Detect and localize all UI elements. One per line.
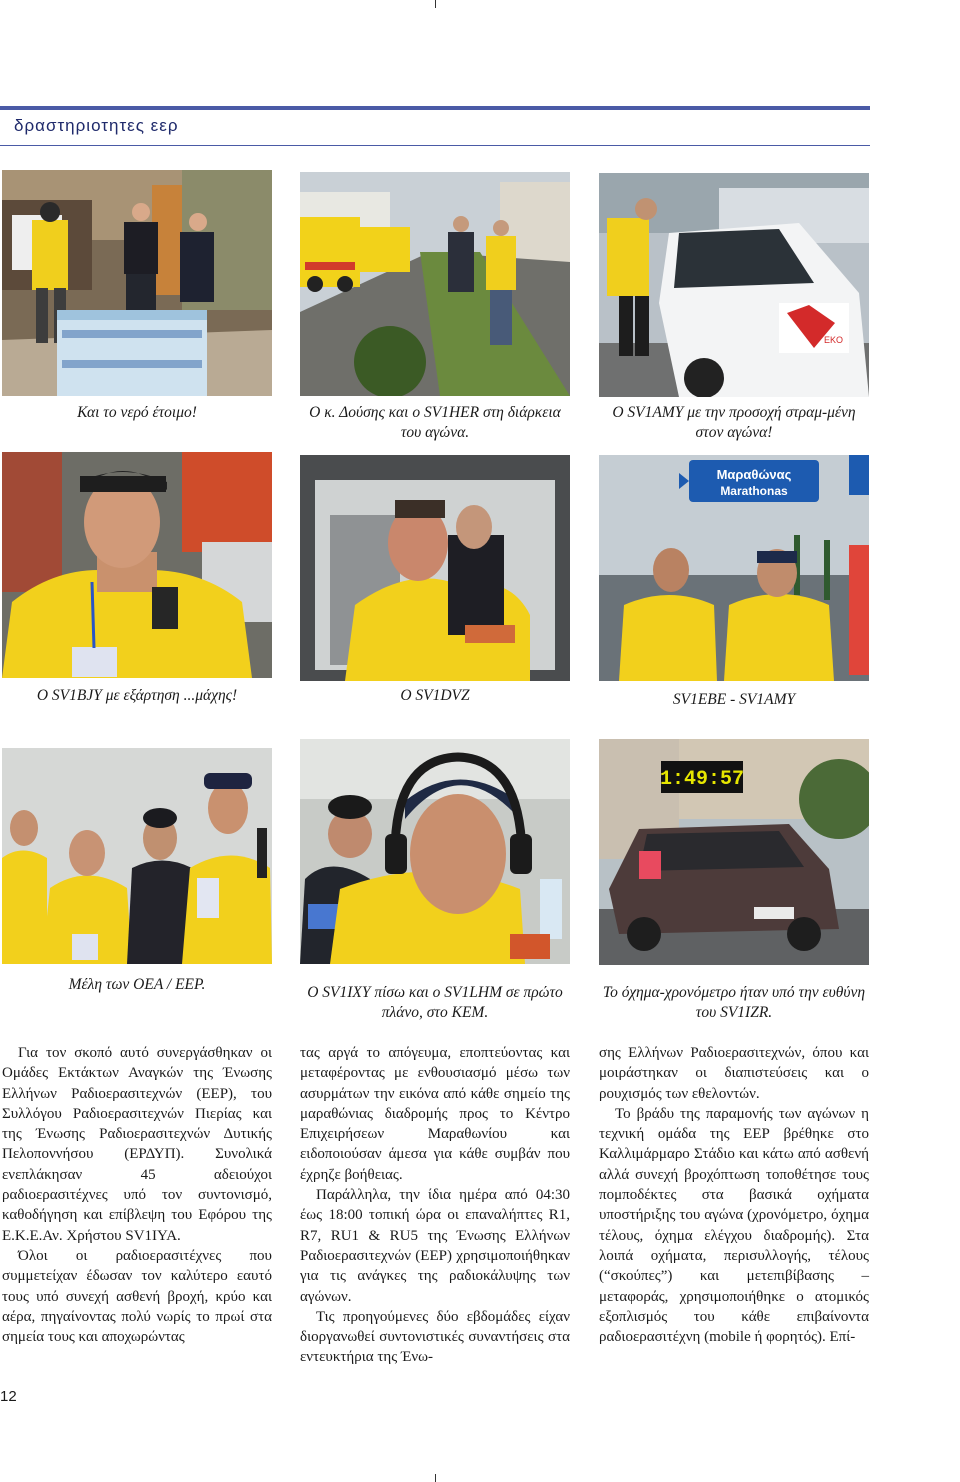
text-column-2 (300, 1043, 570, 1368)
photo-timer-car (599, 739, 869, 965)
photo-caption: Ο SV1DVZ (400, 687, 470, 704)
paragraph: Παράλληλα, την ίδια ημέρα από 04:30 έως 18:00 τοπική ώρα οι επαναλήπτες R1, R7, RU1 & RU5 της Ένωσης Ελλήνων Ραδιοερασιτεχνών (ΕΕΡ) χρησιμοποιήθηκαν για τις ανάγκες της ραδιοκάλυψης των αγώνων. (300, 1187, 570, 1305)
photo-caption: Μέλη των ΟΕΑ / ΕΕΡ. (68, 976, 206, 993)
eko-sign-text: EKO (824, 335, 844, 345)
photo-members (2, 748, 272, 964)
photo-caption: SV1EBE - SV1AMY (672, 691, 796, 708)
text-column-3 (599, 1043, 869, 1347)
marathon-sign-line1: Μαραθώνας (716, 467, 792, 482)
photo-caption: Το όχημα-χρονόμετρο ήταν υπό την ευθύνη του SV1IZR. (602, 984, 866, 1021)
crop-mark-top (435, 0, 436, 8)
photo-sv1ebe-sv1amy (599, 455, 869, 681)
text-column-1 (2, 1043, 272, 1347)
paragraph: σης Ελλήνων Ραδιοερασιτεχνών, όπου και μοιράστηκαν οι διαπιστεύσεις και ο ρουχισμός των εθελοντών. (599, 1045, 869, 1102)
photo-caption: Ο SV1IXY πίσω και ο SV1LHM σε πρώτο πλάνο, στο ΚΕΜ. (307, 984, 563, 1021)
page-number: 12 (0, 1388, 17, 1405)
paragraph: Για τον σκοπό αυτό συνεργάσθηκαν οι Ομάδες Εκτάκτων Αναγκών της Ένωσης Ελλήνων Ραδιοερασιτεχνών (ΕΕΡ), του Συλλόγου Ραδιοερασιτεχνών Πιερίας και της Ένωσης Ραδιοερασιτεχνών Δυτικής Πελοποννήσου (ΕΡΔΥΠ). Συνολικά ενεπλάκησαν 45 αδειούχοι ραδιοερασιτέχνες υπό τον συντονισμό, καθοδήγηση και επίβλεψη του Εφόρου της Ε.Κ.Ε.Αν. Χρήστου SV1IYA. (2, 1045, 272, 1244)
paragraph: Τις προηγούμενες δύο εβδομάδες είχαν διοργανωθεί συντονιστικές συναντήσεις στα εντευκτήρια της Ένω- (300, 1308, 570, 1366)
crop-mark-bottom (435, 1474, 436, 1482)
paragraph: Το βράδυ της παραμονής των αγώνων η τεχνική ομάδα της ΕΕΡ βρέθηκε στο Καλλιμάρμαρο Στάδιο και κάτω από ασθενή αλλά συνεχή βροχόπτωση τοποθέτησε τους πομποδέκτες στα βασικά οχήματα υποστήριξης του αγώνα (χρονόμετρο, όχημα τέλους, όχημα ελέγχου διαδρομής). Στα λοιπά οχήματα, περισυλλογής, τέλους (“σκούπες”) και μετεπιβίβασης – μεταφοράς, χρησιμοποιήθηκε ο ατομικός εξοπλισμός του κάθε επιβαίνοντα ραδιοερασιτέχνη (mobile ή φορητός). Επί- (599, 1105, 869, 1346)
paragraph: Όλοι οι ραδιοερασιτέχνες που συμμετείχαν έδωσαν τον καλύτερο εαυτό τους υπό συνεχή ασθενή βροχή, κρύο και αέρα, πηγαίνοντας πολύ νωρίς το πρωί στα σημεία τους και αποχωρώντας (2, 1247, 272, 1346)
timer-display: 1:49:57 (659, 768, 745, 791)
header-rule-top (0, 106, 870, 110)
photo-water-station (2, 170, 272, 396)
photo-caption: Και το νερό έτοιμο! (77, 404, 197, 421)
section-title: δραστηριοτητες εερ (14, 116, 179, 135)
photo-caption: Ο SV1BJY με εξάρτηση ...μάχης! (36, 687, 238, 704)
marathon-sign-line2: Marathonas (720, 484, 788, 498)
photo-road-ambulances (300, 172, 570, 396)
header-rule-bottom (0, 145, 870, 146)
photo-sv1bjy (2, 452, 272, 678)
photo-sv1dvz (300, 455, 570, 681)
photo-car-eko (599, 173, 869, 397)
photo-sv1ixy-sv1lhm (300, 739, 570, 964)
paragraph: τας αργά το απόγευμα, εποπτεύοντας και μεταφέροντας με ενθουσιασμό μέσω των ασυρμάτων την εικόνα από κάθε σημείο της μαραθώνιας διαδρομής προς το Κέντρο Επιχειρήσεων Μαραθωνίου και ειδοποιούσαν άμεσα για κάθε συμβάν που έχρηζε βοήθειας. (300, 1045, 570, 1183)
photo-caption: Ο κ. Δούσης και ο SV1HER στη διάρκεια του αγώνα. (309, 404, 561, 441)
photo-caption: Ο SV1AMY με την προσοχή στραμ-μένη στον αγώνα! (612, 404, 856, 441)
